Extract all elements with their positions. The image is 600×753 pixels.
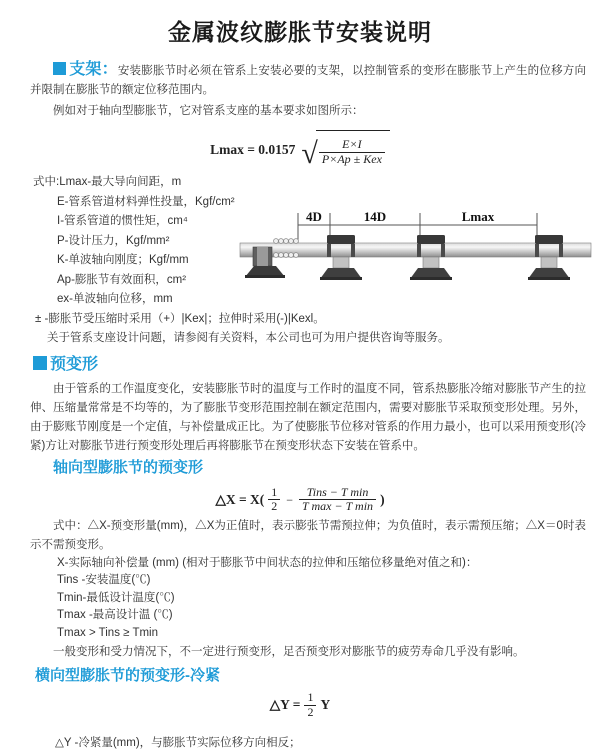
document-page	[0, 14, 600, 751]
definition-line: Tmax > Tins ≥ Tmin	[57, 626, 158, 639]
lateral-formula-lhs: △Y =	[269, 697, 301, 712]
support-paragraph-text: 安装膨胀节时必须在管系上安装必要的支架，以控制管系的变形在膨胀节上产生的位移方向并限制在膨胀节的额定位移范围内。	[30, 65, 586, 96]
sqrt-radical	[301, 130, 389, 171]
section-marker-icon	[33, 356, 47, 370]
half-numerator: 1	[271, 484, 278, 499]
lateral-note-text: △Y -冷紧量(mm)，与膨胀节实际位移方向相反；	[55, 737, 301, 749]
definition-line: P-设计压力，Kgf/mm²	[57, 234, 170, 247]
definition-line: I-管系管道的惯性矩，cm⁴	[57, 215, 188, 227]
support-icon	[410, 235, 452, 280]
axial-explain-text: 式中：△X-预变形量(mm)，△X为正值时，表示膨张节需预拉伸；为负值时，表示需预压缩；△X＝0时表示不需预变形。	[30, 519, 586, 551]
lateral-formula-rhs: Y	[320, 697, 331, 712]
dim-label-lmax: Lmax	[461, 209, 495, 224]
axial-formula-lhs: △X = X(	[215, 491, 265, 507]
axial-formula-half	[268, 486, 280, 515]
predeform-section-heading	[33, 354, 600, 376]
axial-formula	[0, 483, 600, 517]
support-icon	[528, 235, 570, 280]
lateral-formula	[0, 689, 600, 721]
minus-operator: −	[286, 492, 294, 507]
dim-label-4d: 4D	[306, 209, 322, 224]
predeform-heading-label: 预变形	[50, 355, 99, 373]
support-example-text: 例如对于轴向型膨胀节，它对管系支座的基本要求如图所示：	[53, 105, 364, 117]
definition-line: Tmin-最低设计温度(℃)	[57, 591, 175, 604]
support-note: 关于管系支座设计问题，请参阅有关资料，本公司也可为用户提供咨询等服务。	[47, 332, 450, 344]
half-numerator: 1	[307, 690, 314, 705]
definition-line: K-单波轴向刚度；Kgf/mm	[57, 254, 189, 266]
half-denominator: 2	[268, 499, 280, 514]
lmax-formula-numerator: E×I	[342, 137, 362, 152]
axial-formula-temp-fraction	[299, 486, 376, 515]
definition-line: E-管系管道材料弹性投量，Kgf/cm²	[57, 195, 235, 208]
lmax-formula-lhs: Lmax = 0.0157	[210, 142, 296, 158]
temp-numerator: Tins − T min	[306, 484, 369, 499]
support-section-heading: 支架：	[69, 61, 118, 78]
lateral-formula-half	[304, 691, 316, 720]
section-marker-icon	[53, 62, 66, 75]
definition-line: ex-单波轴向位移，mm	[57, 293, 173, 305]
definition-line: ± -膨胀节受压缩时采用（+）|Kex|；拉伸时采用(-)|Kexl。	[35, 312, 325, 325]
support-icon	[320, 235, 362, 280]
axial-formula-rhs: )	[380, 491, 385, 507]
definition-line: X-实际轴向补偿量 (mm) (相对于膨胀节中间状态的拉伸和压缩位移量绝对值之和)：	[57, 556, 478, 569]
support-paragraph	[30, 60, 586, 100]
definition-line: Tmax -最高设计温 (℃)	[57, 609, 173, 621]
dim-label-14d: 14D	[363, 209, 387, 224]
axial-subheading: 轴向型膨胀节的预变形	[53, 458, 204, 476]
definition-line: Ap-膨胀节有效面积，cm²	[57, 273, 187, 286]
predeform-paragraph: 由于管系的工作温度变化，安装膨胀节时的温度与工作时的温度不同，管系热膨胀冷缩对膨胀节产生的拉伸、压缩量常常是不均等的，为了膨胀节变形范围控制在额定范围内，需要对膨胀节采取预变形处理。另外，由于膨账节刚度是一个定值，与补偿量成正比。为了使膨胀节位移对管系的作用力最小，也可以采用预变形(冷紧)方让对膨胀节进行预变形处理后再将膨胀节在预变形状态下安装在管系中。	[30, 382, 586, 452]
axial-definitions	[0, 555, 600, 643]
lmax-formula	[0, 130, 600, 168]
radical-sign: √	[301, 136, 318, 170]
temp-denominator: T max − T min	[299, 499, 376, 514]
definition-line: Tins -安装温度(℃)	[57, 574, 151, 586]
axial-note-text: 一般变形和受力情况下，不一定进行预变形，足否预变形对膨胀节的疲劳寿命几乎没有影响。	[53, 646, 525, 658]
support-spacing-diagram	[238, 204, 595, 306]
page-title: 金属波纹膨胀节安装说明	[168, 19, 432, 45]
half-denominator: 2	[304, 705, 316, 720]
lmax-formula-denominator: P×Ap ± Kex	[319, 152, 385, 167]
definition-line: 式中:Lmax-最大导向间距，m	[33, 176, 182, 188]
lateral-subheading: 横向型膨胀节的预变形-冷紧	[35, 667, 220, 684]
